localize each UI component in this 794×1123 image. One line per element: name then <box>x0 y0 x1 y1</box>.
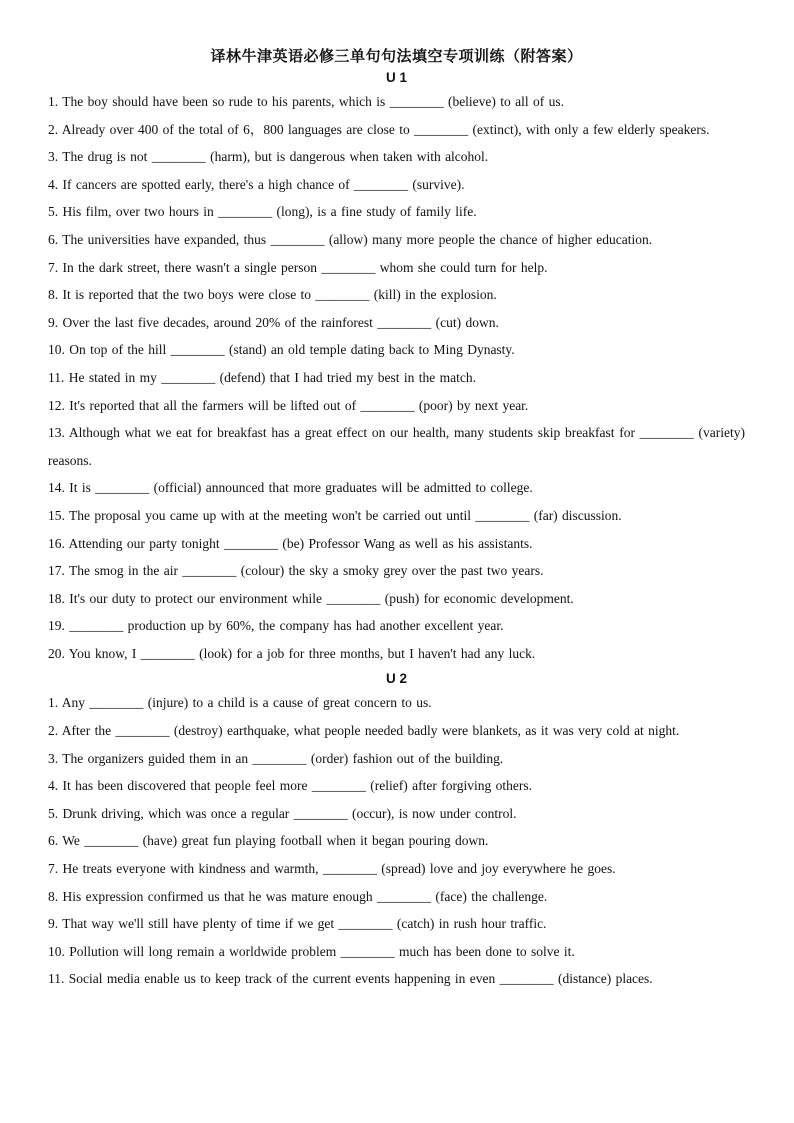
question-item: 19. ________ production up by 60%, the company has had another excellent year. <box>48 618 504 634</box>
question-item: 8. His expression confirmed us that he was mature enough ________ (face) the challenge. <box>48 888 548 904</box>
question-item: 20. You know, I ________ (look) for a job for three months, but I haven't had any luck. <box>48 645 536 661</box>
question-item: 9. That way we'll still have plenty of time if we get ________ (catch) in rush hour traffic. <box>48 916 547 932</box>
question-item: 13. Although what we eat for breakfast has a great effect on our health, many students skip breakfast for ________ (variety) reasons. <box>48 425 745 468</box>
question-item: 5. Drunk driving, which was once a regular ________ (occur), is now under control. <box>48 805 517 821</box>
unit-2-questions <box>48 689 745 993</box>
question-item: 11. Social media enable us to keep track of the current events happening in even ________ (distance) places. <box>48 971 653 987</box>
question-item: 18. It's our duty to protect our environment while ________ (push) for economic development. <box>48 590 574 606</box>
question-item: 6. We ________ (have) great fun playing football when it began pouring down. <box>48 833 489 849</box>
question-item: 17. The smog in the air ________ (colour) the sky a smoky grey over the past two years. <box>48 563 544 579</box>
unit-heading: U 2 <box>385 671 407 687</box>
question-item: 3. The organizers guided them in an ________ (order) fashion out of the building. <box>48 750 504 766</box>
question-item: 12. It's reported that all the farmers will be lifted out of ________ (poor) by next year. <box>48 397 529 413</box>
question-item: 16. Attending our party tonight ________ (be) Professor Wang as well as his assistants. <box>48 535 533 551</box>
question-item: 8. It is reported that the two boys were close to ________ (kill) in the explosion. <box>48 287 497 303</box>
question-item: 14. It is ________ (official) announced that more graduates will be admitted to college. <box>48 480 533 496</box>
question-item: 1. Any ________ (injure) to a child is a cause of great concern to us. <box>48 695 432 711</box>
worksheet-page <box>48 44 745 993</box>
question-item: 5. His film, over two hours in ________ (long), is a fine study of family life. <box>48 204 477 220</box>
question-item: 10. Pollution will long remain a worldwide problem ________ much has been done to solve it. <box>48 943 575 959</box>
question-item: 11. He stated in my ________ (defend) that I had tried my best in the match. <box>48 369 477 385</box>
question-item: 7. In the dark street, there wasn't a single person ________ whom she could turn for help. <box>48 259 548 275</box>
question-item: 2. After the ________ (destroy) earthquake, what people needed badly were blankets, as it was very cold at night. <box>48 723 680 739</box>
question-item: 3. The drug is not ________ (harm), but is dangerous when taken with alcohol. <box>48 149 489 165</box>
question-item: 15. The proposal you came up with at the meeting won't be carried out until ________ (far) discussion. <box>48 507 622 523</box>
question-item: 1. The boy should have been so rude to his parents, which is ________ (believe) to all of us. <box>48 94 565 109</box>
unit-heading: U 1 <box>385 70 407 85</box>
question-item: 6. The universities have expanded, thus ________ (allow) many more people the chance of higher education. <box>48 231 653 247</box>
question-item: 2. Already over 400 of the total of 6，800 languages are close to ________ (extinct), with only a few elderly speakers. <box>48 121 710 137</box>
question-item: 7. He treats everyone with kindness and warmth, ________ (spread) love and joy everywhere he goes. <box>48 861 616 877</box>
question-item: 9. Over the last five decades, around 20% of the rainforest ________ (cut) down. <box>48 314 499 330</box>
document-title: 译林牛津英语必修三单句句法填空专项训练（附答案） <box>210 47 583 65</box>
question-item: 4. It has been discovered that people feel more ________ (relief) after forgiving others. <box>48 778 532 794</box>
unit-1-questions <box>48 88 745 667</box>
question-item: 10. On top of the hill ________ (stand) an old temple dating back to Ming Dynasty. <box>48 342 515 358</box>
question-item: 4. If cancers are spotted early, there's a high chance of ________ (survive). <box>48 176 465 192</box>
